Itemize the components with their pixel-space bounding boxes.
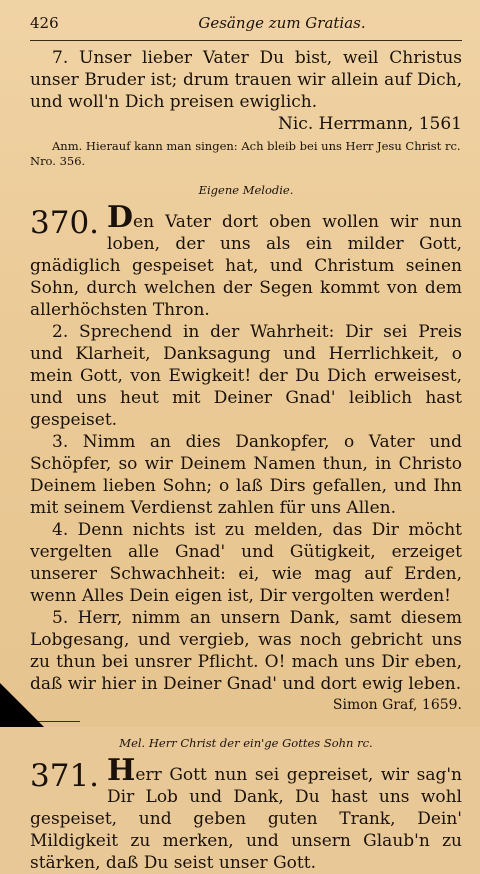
hymn-371-initial: H — [107, 753, 136, 788]
hymn-370-verse-4: 4. Denn nichts ist zu melden, das Dir möcht vergelten alle Gnad' und Gütigkeit, erzeiget unserer Schwachheit: ei, wie mag auf Erden, wenn Alles Dein eigen ist, Dir vergolten werden! — [30, 520, 462, 606]
page-header — [30, 14, 462, 36]
hymn-370-stanza-1: en Vater dort oben wollen wir nun loben, der uns als ein milder Gott, gnädiglich gespeiset hat, und Christum seinen Sohn, durch welchen der Segen kommt von dem allerhöchsten Thron. — [30, 212, 462, 320]
hymn-370-verse-5: 5. Herr, nimm an unsern Dank, samt diesem Lobgesang, und vergieb, was noch gebricht uns zu thun bei unsrer Pflicht. O! mach uns Dir eben, daß wir hier in Deiner Gnad' und dort ewig leben. — [30, 608, 462, 694]
hymn-371-melody: Mel. Herr Christ der ein'ge Gottes Sohn rc. — [119, 736, 373, 750]
hymn-370-first-stanza — [30, 200, 462, 321]
hymn-370-number: 370. — [30, 205, 100, 241]
hymn-370-melody: Eigene Melodie. — [198, 183, 294, 197]
page-corner — [0, 683, 44, 727]
annotation: Anm. Hierauf kann man singen: Ach bleib bei uns Herr Jesu Christ rc. Nro. 356. — [30, 139, 461, 168]
page-number: 426 — [30, 14, 59, 32]
running-head: Gesänge zum Gratias. — [198, 14, 366, 32]
hymn-370-author: Simon Graf, 1659. — [332, 697, 462, 713]
hymn-371-stanza-1: err Gott nun sei gepreiset, wir sag'n Dir Lob und Dank, Du hast uns wohl gespeiset, und geben guten Trank, Dein' Mildigkeit zu merken, und unsern Glaub'n zu stärken, daß Du seist unser Gott. — [30, 765, 462, 873]
hymn-370-initial: D — [107, 200, 134, 235]
hymn-371-number: 371. — [30, 758, 100, 794]
hymn-370-verse-3: 3. Nimm an dies Dankopfer, o Vater und Schöpfer, so wir Deinem Namen thun, in Christo Deinem lieben Sohn; o laß Dirs gefallen, und Ihn mit seinem Verdienst zahlen für uns Allen. — [30, 432, 462, 518]
verse-7-attribution — [30, 113, 462, 135]
verse-7: 7. Unser lieber Vater Du bist, weil Christus unser Bruder ist; drum trauen wir allein auf Dich, und woll'n Dich preisen ewiglich. — [30, 48, 462, 112]
verse-7-author: Nic. Herrmann, 1561 — [277, 114, 462, 134]
header-rule — [30, 40, 462, 41]
hymn-370-verse-2: 2. Sprechend in der Wahrheit: Dir sei Preis und Klarheit, Danksagung und Herrlichkeit, o mein Gott, von Ewigkeit! der Du Dich erweisest, und uns heut mit Deiner Gnad' leiblich hast gespeiset. — [30, 322, 462, 430]
hymn-371-first-stanza — [30, 753, 462, 874]
